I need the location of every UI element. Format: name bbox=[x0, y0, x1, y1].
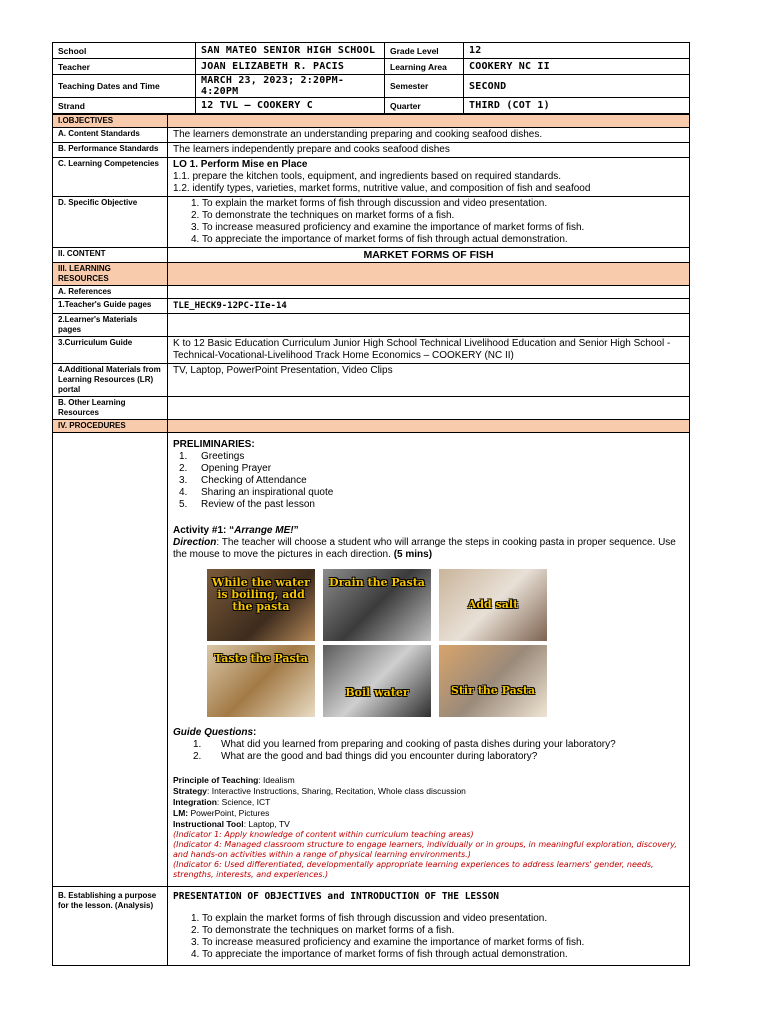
indicator-6: (Indicator 6: Used differentiated, developmentally appropriate learning experiences to address learners' gender, needs, strengths, interests, and experiences.) bbox=[173, 860, 654, 879]
header-label: Quarter bbox=[385, 98, 464, 114]
lo-title: LO 1. Perform Mise en Place bbox=[173, 159, 308, 170]
learning-materials: LM: PowerPoint, Pictures bbox=[173, 808, 270, 818]
list-item: What are the good and bad things did you encounter during laboratory? bbox=[221, 751, 538, 762]
establish-title: PRESENTATION OF OBJECTIVES and INTRODUCTION OF THE LESSON bbox=[173, 891, 500, 902]
pasta-step-picture[interactable]: Boil water bbox=[323, 645, 431, 717]
row-label: A. Content Standards bbox=[53, 128, 168, 143]
header-value: SAN MATEO SENIOR HIGH SCHOOL bbox=[196, 43, 385, 59]
list-item: Sharing an inspirational quote bbox=[201, 487, 334, 498]
header-table bbox=[52, 42, 690, 114]
content-standards: The learners demonstrate an understanding preparing and cooking seafood dishes. bbox=[168, 128, 690, 143]
principle: Principle of Teaching: Idealism bbox=[173, 775, 295, 785]
curriculum-guide: K to 12 Basic Education Curriculum Junior High School Technical Livelihood Education and Senior High School - Technical-Vocational-Livelihood Track Home Economics – COOKERY (NC II) bbox=[168, 337, 690, 364]
teachers-guide-code: TLE_HECK9-12PC-IIe-14 bbox=[168, 299, 690, 314]
header-value: 12 bbox=[464, 43, 690, 59]
pasta-step-picture[interactable]: Taste the Pasta bbox=[207, 645, 315, 717]
competency-item: 1.1. prepare the kitchen tools, equipment, and ingredients based on required standards. bbox=[173, 171, 562, 182]
row-label: B. Other Learning Resources bbox=[53, 397, 168, 420]
row-label: A. References bbox=[53, 286, 168, 299]
header-label: Semester bbox=[385, 75, 464, 98]
list-item: 2. To demonstrate the techniques on market forms of a fish. bbox=[191, 210, 455, 221]
header-value: COOKERY NC II bbox=[464, 59, 690, 75]
list-item: 1. To explain the market forms of fish through discussion and video presentation. bbox=[191, 913, 548, 924]
content-title: MARKET FORMS OF FISH bbox=[168, 248, 690, 263]
activity-direction: Direction: The teacher will choose a student who will arrange the steps in cooking pasta in proper sequence. Use the mouse to move the pictures in each direction. (5 mins) bbox=[173, 537, 676, 560]
learning-competencies bbox=[168, 158, 690, 197]
header-value: MARCH 23, 2023; 2:20PM-4:20PM bbox=[196, 75, 385, 98]
header-value: SECOND bbox=[464, 75, 690, 98]
pasta-step-picture[interactable]: Stir the Pasta bbox=[439, 645, 547, 717]
list-item: 4. To appreciate the importance of market forms of fish through actual demonstration. bbox=[191, 949, 568, 960]
procedures-body: PRELIMINARIES: 1. Greetings 2. Opening Prayer 3. Checking of Attendance 4. Sharing an inspirational quote 5. Review of the past lesson Activity #1: “Arrange ME!” Direction: The teacher will choose a student who will arrange the steps in cooking pasta in proper sequence. Use the mouse to move the pictures in each direction. (5 mins) While the water is boiling, add the pasta Drain the Pasta Add salt Taste the Pasta Boil water Stir the Pasta Guide Questions: 1. What did you learned from preparing and cooking of pasta dishes during your laboratory? 2. What are the good and bad things did you encounter during laboratory? Principle of Teaching: Idealism Strategy: Interactive Instructions, Sharing, Recitation, Whole class discussion Integration: Science, ICT LM: PowerPoint, Pictures Instructional Tool: Laptop, TV (Indicator 1: Apply knowledge of content within curriculum teaching areas) (Indicator 4: Managed classroom structure to engage learners, individually or in groups, in meaningful exploration, discovery, and hands-on activities within a range of physical learning environments.) (Indicator 6: Used differentiated, developmentally appropriate learning experiences to address learners' gender, needs, strengths, interests, and experiences.) bbox=[168, 433, 690, 887]
pasta-step-picture[interactable]: Drain the Pasta bbox=[323, 569, 431, 641]
objectives-section bbox=[53, 115, 690, 128]
list-item: 3. To increase measured proficiency and examine the importance of market forms of fish. bbox=[191, 222, 585, 233]
header-label: School bbox=[53, 43, 196, 59]
list-item: Greetings bbox=[201, 451, 245, 462]
list-item: What did you learned from preparing and cooking of pasta dishes during your laboratory? bbox=[221, 739, 616, 750]
header-value: THIRD (COT 1) bbox=[464, 98, 690, 114]
list-item: Review of the past lesson bbox=[201, 499, 315, 510]
instructional-tool: Instructional Tool: Laptop, TV bbox=[173, 819, 290, 829]
list-item: Checking of Attendance bbox=[201, 475, 307, 486]
pasta-step-picture[interactable]: Add salt bbox=[439, 569, 547, 641]
integration: Integration: Science, ICT bbox=[173, 797, 271, 807]
row-label: 2.Learner's Materials pages bbox=[53, 314, 168, 337]
row-label: D. Specific Objective bbox=[53, 197, 168, 248]
row-label: 1.Teacher's Guide pages bbox=[53, 299, 168, 314]
specific-objectives bbox=[168, 197, 690, 248]
header-value: JOAN ELIZABETH R. PACIS bbox=[196, 59, 385, 75]
lesson-plan-table bbox=[52, 114, 690, 966]
competency-item: 1.2. identify types, varieties, market forms, nutritive value, and composition of fish and seafood bbox=[173, 183, 591, 194]
list-item: 2. To demonstrate the techniques on market forms of a fish. bbox=[191, 925, 455, 936]
row-label: C. Learning Competencies bbox=[53, 158, 168, 197]
pasta-steps-gallery bbox=[207, 569, 684, 717]
list-item: 4. To appreciate the importance of market forms of fish through actual demonstration. bbox=[191, 234, 568, 245]
list-item: 3. To increase measured proficiency and examine the importance of market forms of fish. bbox=[191, 937, 585, 948]
pasta-step-picture[interactable]: While the water is boiling, add the pasta bbox=[207, 569, 315, 641]
activity-title: Activity #1: “Arrange ME!” bbox=[173, 525, 299, 536]
row-label: 4.Additional Materials from Learning Resources (LR) portal bbox=[53, 364, 168, 397]
section-title: I.OBJECTIVES bbox=[53, 115, 168, 128]
header-label: Teacher bbox=[53, 59, 196, 75]
list-item: 1. To explain the market forms of fish through discussion and video presentation. bbox=[191, 198, 548, 209]
section-title: III. LEARNING RESOURCES bbox=[53, 263, 168, 286]
row-label: B. Establishing a purpose for the lesson. (Analysis) bbox=[53, 887, 168, 966]
indicator-4: (Indicator 4: Managed classroom structure to engage learners, individually or in groups, in meaningful exploration, discovery, and hands-on activities within a range of physical learning environments.) bbox=[173, 840, 677, 859]
header-label: Grade Level bbox=[385, 43, 464, 59]
header-label: Strand bbox=[53, 98, 196, 114]
establish-purpose bbox=[168, 887, 690, 966]
guide-title: Guide Questions bbox=[173, 727, 254, 738]
row-label: B. Performance Standards bbox=[53, 143, 168, 158]
prelim-title: PRELIMINARIES: bbox=[173, 439, 255, 450]
row-label: 3.Curriculum Guide bbox=[53, 337, 168, 364]
header-value: 12 TVL – COOKERY C bbox=[196, 98, 385, 114]
strategy: Strategy: Interactive Instructions, Sharing, Recitation, Whole class discussion bbox=[173, 786, 466, 796]
section-title: IV. PROCEDURES bbox=[53, 420, 168, 433]
header-label: Teaching Dates and Time bbox=[53, 75, 196, 98]
list-item: Opening Prayer bbox=[201, 463, 272, 474]
row-label: II. CONTENT bbox=[53, 248, 168, 263]
header-label: Learning Area bbox=[385, 59, 464, 75]
additional-materials: TV, Laptop, PowerPoint Presentation, Video Clips bbox=[168, 364, 690, 397]
indicator-1: (Indicator 1: Apply knowledge of content within curriculum teaching areas) bbox=[173, 830, 474, 839]
performance-standards: The learners independently prepare and cooks seafood dishes bbox=[168, 143, 690, 158]
